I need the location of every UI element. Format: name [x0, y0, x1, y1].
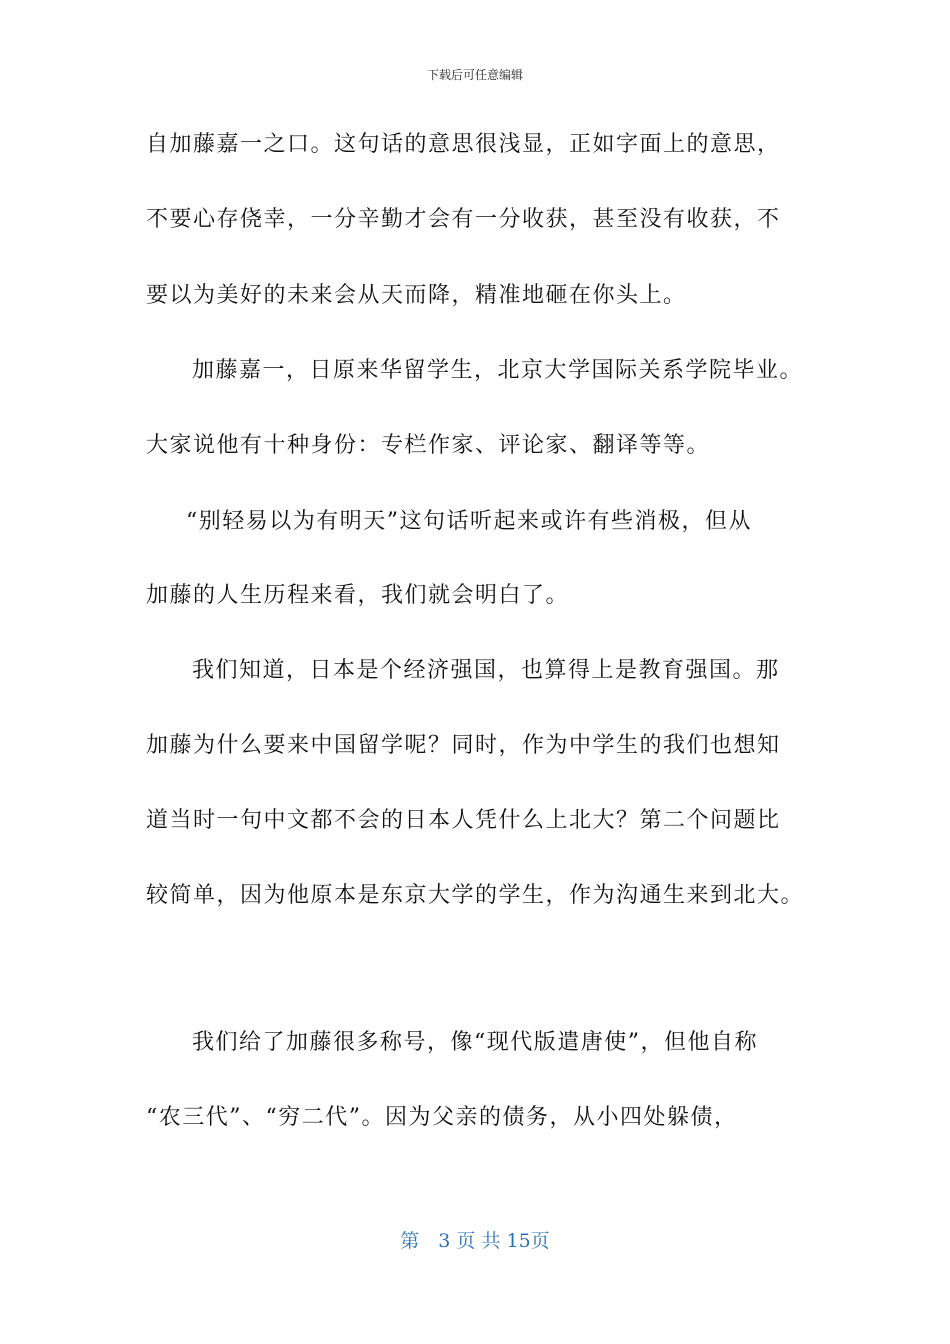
text-line-10: 道当时一句中文都不会的日本人凭什么上北大？第二个问题比 — [146, 808, 781, 833]
text-line-2: 不要心存侥幸，一分辛勤才会有一分收获，甚至没有收获，不 — [146, 207, 781, 232]
text-line-8: 我们知道，日本是个经济强国，也算得上是教育强国。那 — [192, 658, 780, 683]
text-line-6: “别轻易以为有明天”这句话听起来或许有些消极，但从 — [186, 509, 752, 534]
text-line-4: 加藤嘉一，日原来华留学生，北京大学国际关系学院毕业。 — [192, 358, 804, 383]
text-line-9: 加藤为什么要来中国留学呢？同时，作为中学生的我们也想知 — [146, 733, 781, 758]
text-line-11: 较简单，因为他原本是东京大学的学生，作为沟通生来到北大。 — [146, 883, 805, 908]
text-line-12: 我们给了加藤很多称号，像“现代版遣唐使”，但他自称 — [192, 1030, 758, 1055]
text-line-1: 自加藤嘉一之口。这句话的意思很浅显，正如字面上的意思， — [146, 132, 781, 157]
text-line-5: 大家说他有十种身份：专栏作家、评论家、翻译等等。 — [146, 433, 711, 458]
page-number-footer: 第 3 页 共 15页 — [400, 1230, 550, 1252]
text-line-7: 加藤的人生历程来看，我们就会明白了。 — [146, 583, 570, 608]
text-line-3: 要以为美好的未来会从天而降，精准地砸在你头上。 — [146, 283, 687, 308]
page-header: 下载后可任意编辑 — [426, 68, 523, 82]
text-line-13: “农三代”、“穷二代”。因为父亲的债务，从小四处躲债， — [146, 1105, 738, 1130]
